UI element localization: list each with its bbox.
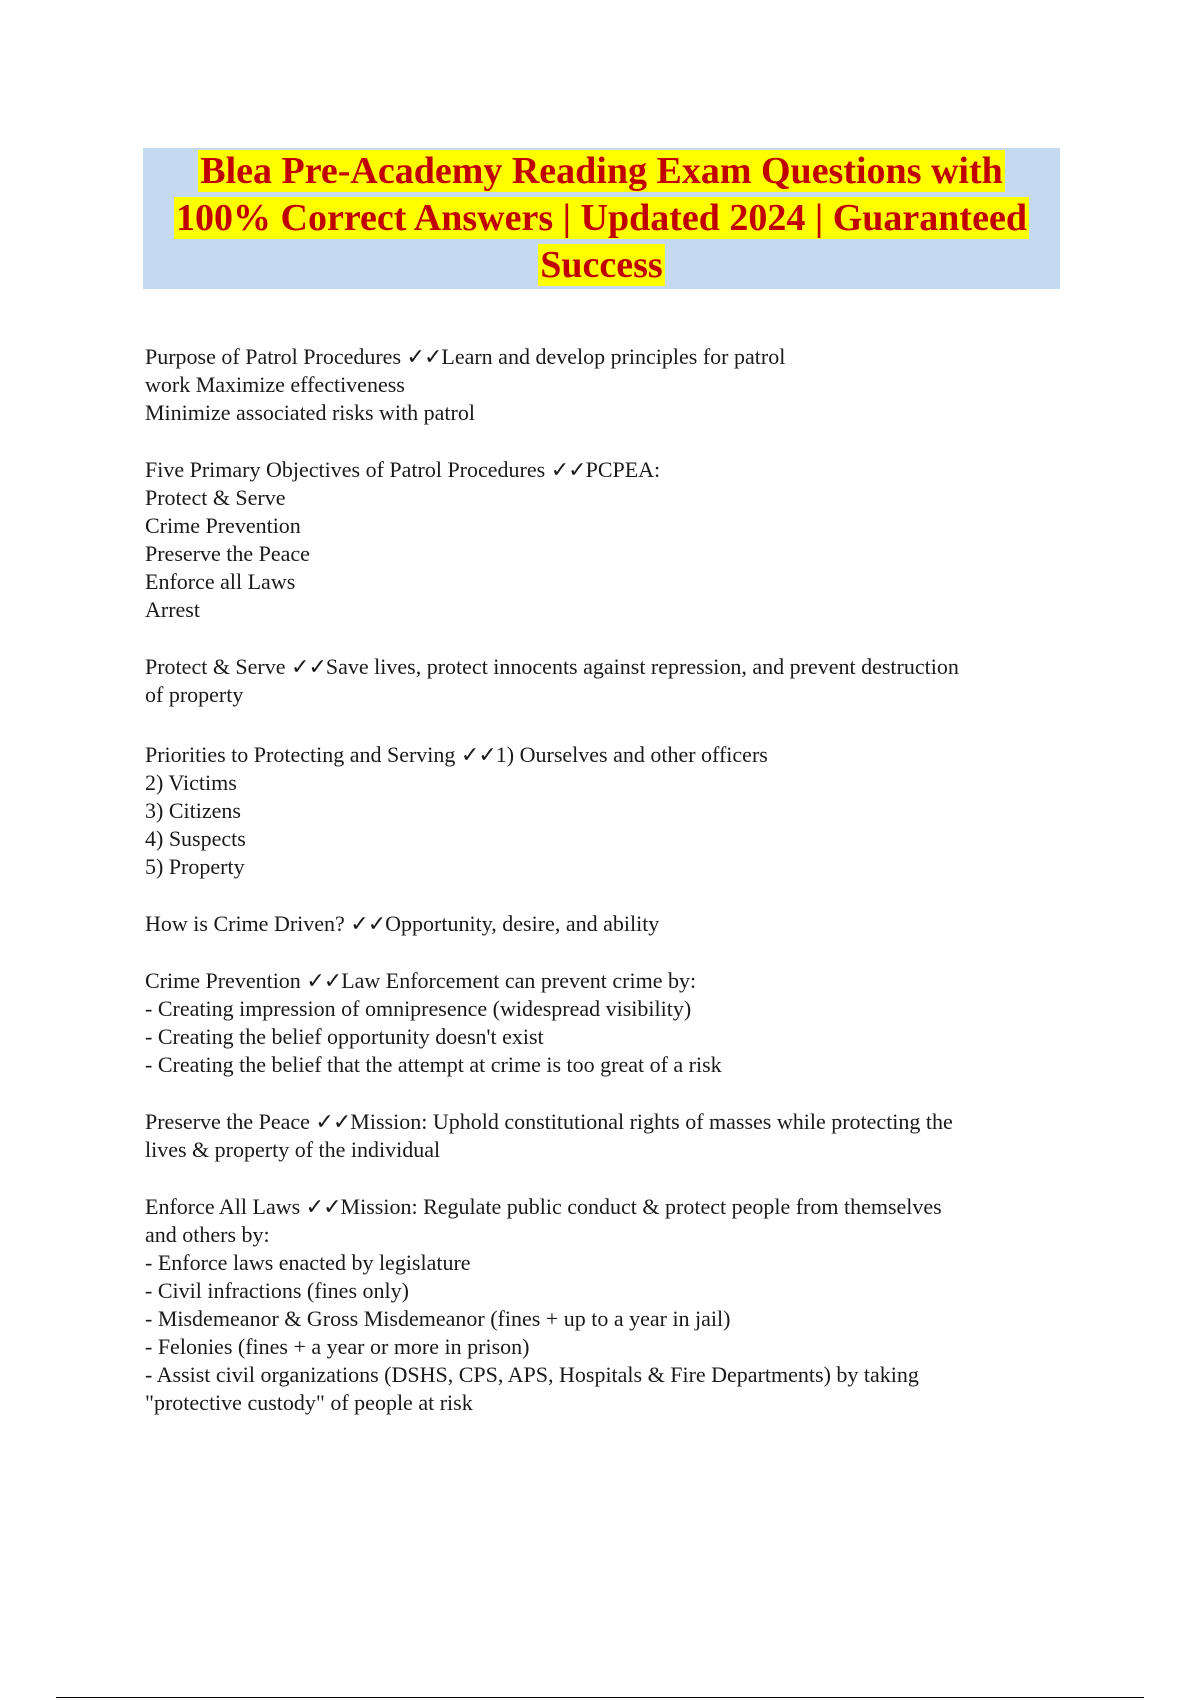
qa-item	[145, 653, 1065, 709]
qa-item	[145, 910, 1065, 938]
page-bottom-rule	[56, 1697, 1144, 1698]
qa-term: Crime Prevention	[145, 968, 307, 993]
qa-answer-line: - Creating the belief opportunity doesn't exist	[145, 1024, 544, 1049]
qa-first-line	[145, 967, 1065, 995]
qa-answer-line: 1) Ourselves and other officers	[495, 742, 768, 767]
qa-answer-line: work Maximize effectiveness	[145, 372, 405, 397]
qa-answer-line: Preserve the Peace	[145, 541, 310, 566]
qa-term: Preserve the Peace	[145, 1109, 316, 1134]
checkmark-icon: ✓✓	[291, 654, 326, 679]
checkmark-icon: ✓✓	[315, 1109, 351, 1134]
qa-first-line	[145, 456, 1065, 484]
qa-term: Enforce All Laws	[145, 1194, 306, 1219]
qa-answer-line: of property	[145, 682, 244, 707]
checkmark-icon: ✓✓	[460, 742, 496, 767]
qa-answer-line: Crime Prevention	[145, 513, 301, 538]
qa-item	[145, 1108, 1065, 1164]
qa-term: Purpose of Patrol Procedures	[145, 344, 407, 369]
qa-term: Five Primary Objectives of Patrol Procedures	[145, 457, 551, 482]
qa-first-line	[145, 910, 1065, 938]
document-title	[143, 148, 1060, 289]
title-line-2: 100% Correct Answers | Updated 2024 | Guaranteed	[176, 197, 1027, 239]
qa-first-line	[145, 343, 1065, 371]
qa-answer-line: - Civil infractions (fines only)	[145, 1278, 409, 1303]
qa-answer-line: Protect & Serve	[145, 485, 286, 510]
checkmark-icon: ✓✓	[406, 344, 442, 369]
checkmark-icon: ✓✓	[550, 457, 586, 482]
qa-term: Protect & Serve	[145, 654, 292, 679]
qa-answer-line: 4) Suspects	[145, 826, 246, 851]
qa-item	[145, 343, 1065, 427]
qa-first-line	[145, 653, 1065, 681]
qa-term: How is Crime Driven?	[145, 911, 351, 936]
qa-answer-line: - Misdemeanor & Gross Misdemeanor (fines + up to a year in jail)	[145, 1306, 731, 1331]
qa-answer-line: Enforce all Laws	[145, 569, 296, 594]
qa-answer-line: lives & property of the individual	[145, 1137, 441, 1162]
qa-answer-line: 5) Property	[145, 854, 245, 879]
qa-answer-line: 3) Citizens	[145, 798, 241, 823]
checkmark-icon: ✓✓	[306, 968, 342, 993]
qa-answer-line: Arrest	[145, 597, 200, 622]
qa-item	[145, 1193, 1065, 1417]
qa-answer-line: Minimize associated risks with patrol	[145, 400, 475, 425]
qa-first-line	[145, 1193, 1065, 1221]
qa-answer-line: Law Enforcement can prevent crime by:	[341, 968, 697, 993]
qa-answer-line: - Creating the belief that the attempt at crime is too great of a risk	[145, 1052, 722, 1077]
qa-list	[145, 343, 1065, 1446]
title-line-3: Success	[540, 244, 663, 286]
qa-answer-line: Mission: Uphold constitutional rights of masses while protecting the	[350, 1109, 953, 1134]
qa-answer-line: - Enforce laws enacted by legislature	[145, 1250, 471, 1275]
title-line-1: Blea Pre-Academy Reading Exam Questions with	[200, 150, 1003, 192]
qa-answer-line: 2) Victims	[145, 770, 237, 795]
checkmark-icon: ✓✓	[350, 911, 386, 936]
qa-first-line	[145, 1108, 1065, 1136]
qa-item	[145, 456, 1065, 624]
qa-answer-line: Save lives, protect innocents against repression, and prevent destruction	[325, 654, 959, 679]
qa-term: Priorities to Protecting and Serving	[145, 742, 461, 767]
qa-answer-line: - Assist civil organizations (DSHS, CPS, APS, Hospitals & Fire Departments) by taking	[145, 1362, 919, 1387]
qa-answer-line: - Felonies (fines + a year or more in prison)	[145, 1334, 530, 1359]
qa-item	[145, 967, 1065, 1079]
qa-answer-line: Learn and develop principles for patrol	[441, 344, 786, 369]
qa-answer-line: Opportunity, desire, and ability	[385, 911, 660, 936]
qa-answer-line: "protective custody" of people at risk	[145, 1390, 473, 1415]
qa-item	[145, 741, 1065, 881]
title-band	[143, 148, 1060, 289]
checkmark-icon: ✓✓	[305, 1194, 341, 1219]
qa-answer-line: - Creating impression of omnipresence (widespread visibility)	[145, 996, 692, 1021]
qa-answer-line: Mission: Regulate public conduct & protect people from themselves	[340, 1194, 942, 1219]
qa-answer-line: and others by:	[145, 1222, 270, 1247]
qa-first-line	[145, 741, 1065, 769]
qa-answer-line: PCPEA:	[585, 457, 661, 482]
